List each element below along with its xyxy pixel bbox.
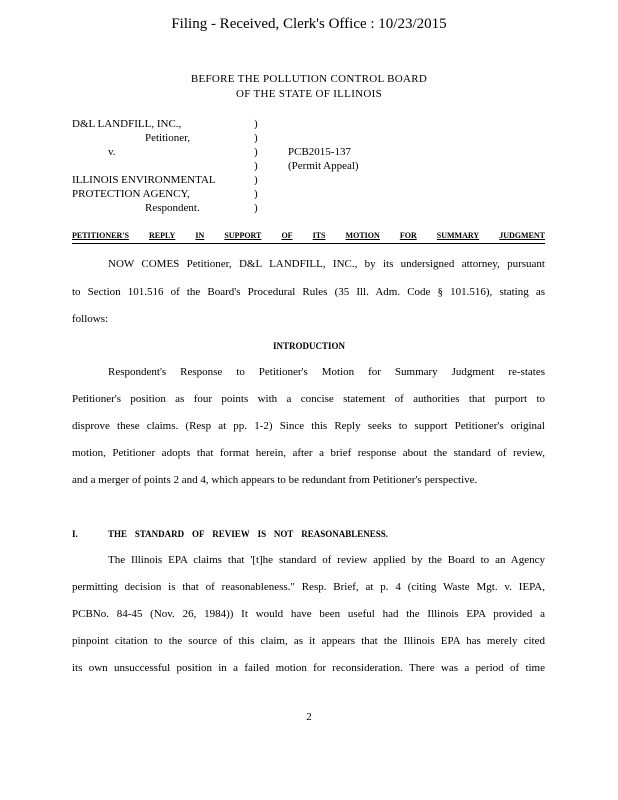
paragraph-line: and a merger of points 2 and 4, which appears to be redundant from Petitioner's perspective. [72,474,478,486]
title-word: REPLY [148,231,176,240]
caption-paren: ) [254,188,258,200]
paragraph-line: disprove these claims. (Resp at pp. 1-2) Since this Reply seeks to support Petitioner's original [72,420,545,432]
page-number: 2 [306,711,312,723]
caption-paren: ) [254,160,258,172]
versus: v. [108,146,116,158]
title-word: SUMMARY [436,231,480,240]
respondent-line1: ILLINOIS ENVIRONMENTAL [72,174,216,186]
caption-paren: ) [254,174,258,186]
title-word: OF [281,231,293,240]
caption-paren: ) [254,202,258,214]
caption-paren: ) [254,146,258,158]
title-word: IN [195,231,205,240]
paragraph-line: NOW COMES Petitioner, D&L LANDFILL, INC., by its undersigned attorney, pursuant [108,258,545,270]
title-word: PETITIONER'S [72,231,129,240]
section-heading-word: THE [108,529,128,539]
paragraph-line: Petitioner's position as four points with a concise statement of authorities that purport to [72,393,545,405]
section-heading-word: IS [257,529,267,539]
section-heading-word: REASONABLENESS. [301,529,388,539]
title-word: JUDGMENT [499,231,545,240]
paragraph-line: permitting decision is that of reasonableness." Resp. Brief, at p. 4 (citing Waste Mgt. v. IEPA, [72,581,545,593]
board-header-line2: OF THE STATE OF ILLINOIS [235,88,383,100]
paragraph-line: to Section 101.516 of the Board's Procedural Rules (35 Ill. Adm. Code § 101.516), stating as [72,286,545,298]
introduction-heading: INTRODUCTION [272,341,345,351]
title-word: MOTION [345,231,380,240]
paragraph-line: motion, Petitioner adopts that format herein, after a brief response about the standard of review, [72,447,545,459]
paragraph-line: The Illinois EPA claims that '[t]he standard of review applied by the Board to an Agency [108,554,545,566]
respondent-role: Respondent. [145,202,200,214]
paragraph-line: follows: [72,313,109,325]
section-heading-word: NOT [273,529,294,539]
section-heading-word: OF [191,529,205,539]
petitioner-name: D&L LANDFILL, INC., [72,118,182,130]
title-word: ITS [312,231,326,240]
section-numeral: I. [72,529,78,539]
section-heading [108,529,388,539]
title-rule [72,243,545,244]
document-title [72,231,545,240]
caption-paren: ) [254,132,258,144]
title-word: SUPPORT [224,231,262,240]
board-header-line1: BEFORE THE POLLUTION CONTROL BOARD [190,73,428,85]
petitioner-role: Petitioner, [145,132,191,144]
section-heading-word: REVIEW [212,529,250,539]
case-type: (Permit Appeal) [288,160,359,172]
paragraph-line: Respondent's Response to Petitioner's Motion for Summary Judgment re-states [108,366,545,378]
filing-stamp: Filing - Received, Clerk's Office : 10/23/2015 [171,16,447,32]
respondent-line2: PROTECTION AGENCY, [72,188,190,200]
paragraph-line: pinpoint citation to the source of this claim, as it appears that the Illinois EPA has merely cited [72,635,545,647]
section-heading-word: STANDARD [134,529,185,539]
case-number: PCB2015-137 [288,146,351,158]
title-word: FOR [399,231,417,240]
caption-paren: ) [254,118,258,130]
paragraph-line: PCBNo. 84-45 (Nov. 26, 1984)) It would have been useful had the Illinois EPA provided a [72,608,545,620]
paragraph-line: its own unsuccessful position in a failed motion for reconsideration. There was a period of time [72,662,545,674]
